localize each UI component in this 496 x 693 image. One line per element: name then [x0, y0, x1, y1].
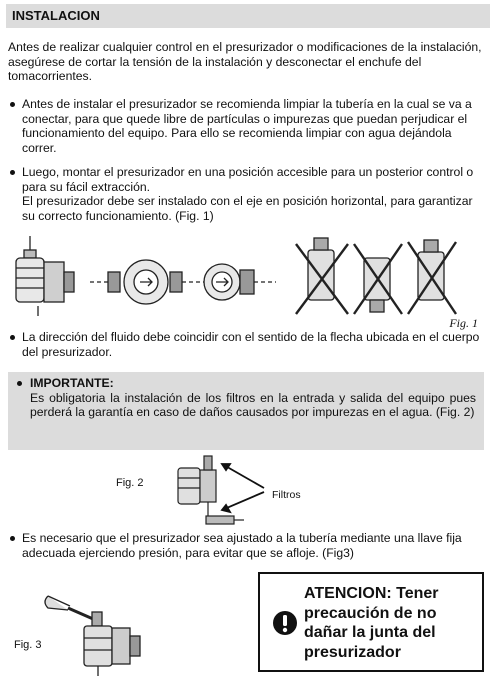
pump-incorrect-vertical-1: [296, 238, 348, 314]
fig2-illustration: [160, 452, 330, 532]
bullet-wrench-tighten-text: Es necesario que el presurizador sea ajustado a la tubería mediante una llave fija adecuada ejerciendo presión, para evitar que se afloje. (Fig3): [22, 531, 462, 560]
exclamation-icon: [272, 610, 298, 636]
fig2-filters-label: Filtros: [272, 489, 301, 501]
bullet-wrench-tighten: [8, 531, 486, 560]
fig1-illustration: [8, 232, 486, 324]
attention-box: [258, 572, 484, 672]
pump-correct-side-view: [16, 236, 74, 316]
bullet-flow-direction-text: La dirección del fluido debe coincidir con el sentido de la flecha ubicada en el cuerpo del presurizador.: [22, 330, 480, 359]
important-text: Es obligatoria la instalación de los filtros en la entrada y salida del equipo pues perderá la garantía en caso de daños causados por impurezas en el agua. (Fig. 2): [30, 390, 476, 420]
fig3-label: Fig. 3: [14, 639, 42, 651]
pump-incorrect-vertical-2: [354, 244, 402, 314]
important-title: IMPORTANTE:: [30, 376, 114, 390]
section-header: [6, 4, 490, 28]
bullet-clean-pipe-text: Antes de instalar el presurizador se recomienda limpiar la tubería en la cual se va a conectar, para que quede libre de partículas o impurezas que puedan perjudicar el funcionamiento del equipo. Para ello se recomienda limpiar con agua dejándola correr.: [22, 97, 472, 155]
fig1-caption: Fig. 1: [449, 316, 478, 330]
bullet-clean-pipe: [8, 97, 486, 155]
fig3-illustration: [40, 588, 170, 680]
bullet-mount-position: [8, 165, 486, 223]
bullet-horizontal-axis-text: El presurizador debe ser instalado con el eje en posición horizontal, para garantizar su correcto funcionamiento. (Fig. 1): [22, 194, 473, 223]
fig2-label: Fig. 2: [116, 477, 144, 489]
section-title: INSTALACION: [12, 8, 100, 23]
important-notice: [8, 372, 484, 450]
pump-correct-front-view-1: [90, 260, 194, 304]
bullet-flow-direction: [8, 330, 486, 359]
attention-text: ATENCION: Tener precaución de no dañar la junta del presurizador: [304, 585, 439, 661]
bullet-mount-position-text: Luego, montar el presurizador en una posición accesible para un posterior control o para su fácil extracción.: [22, 165, 474, 194]
pump-incorrect-vertical-3: [408, 240, 456, 314]
intro-paragraph: Antes de realizar cualquier control en el presurizador o modificaciones de la instalación, asegúrese de cortar la tensión de la instalación y desconectar el enchufe del tomacorrientes.: [8, 40, 482, 84]
pump-correct-front-view-2: [196, 264, 276, 300]
